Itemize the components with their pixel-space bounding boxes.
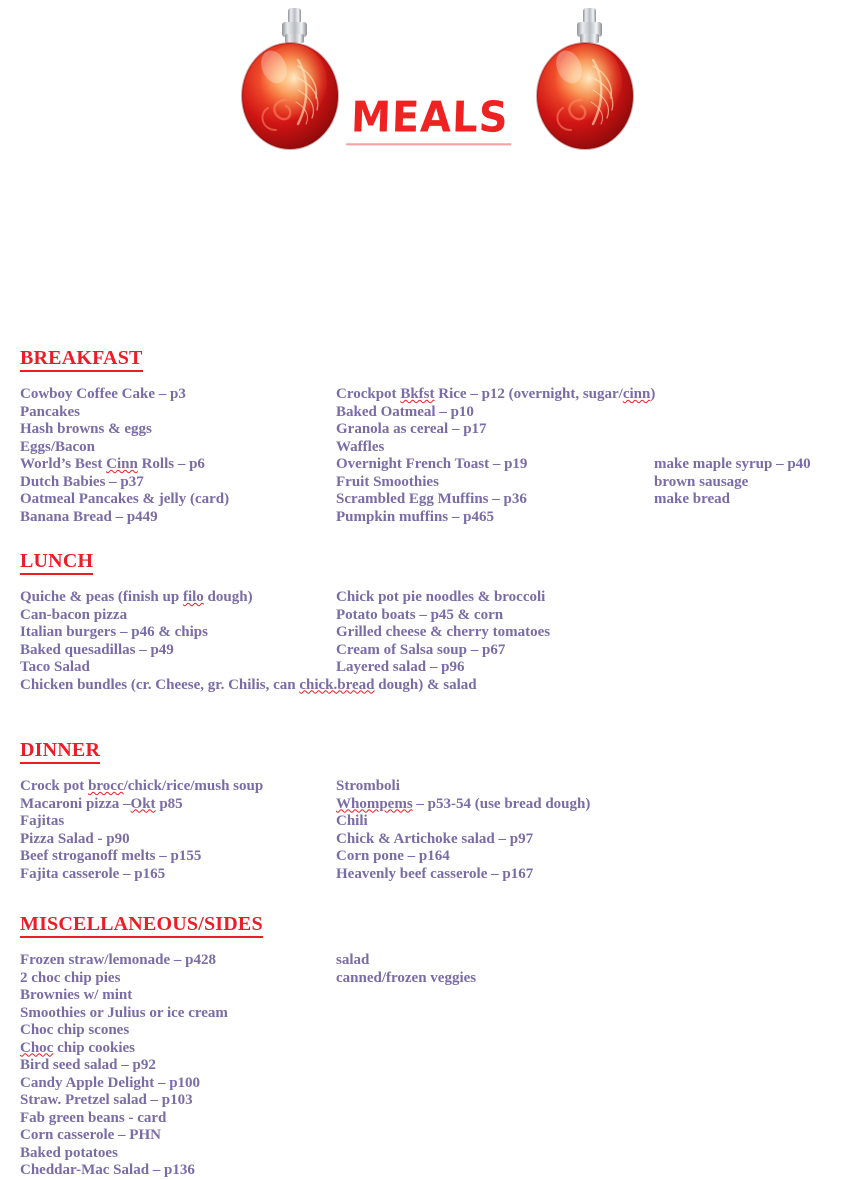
list-item: Granola as cereal – p17 xyxy=(336,421,487,437)
spellcheck-word: Whompems xyxy=(336,795,413,812)
lunch-column-2 xyxy=(336,589,656,677)
list-item: Straw. Pretzel salad – p103 xyxy=(20,1092,193,1108)
list-item: Corn pone – p164 xyxy=(336,848,450,864)
list-item: Eggs/Bacon xyxy=(20,438,96,455)
list-item: 2 choc chip pies xyxy=(20,969,121,986)
list-item: Macaroni pizza –Okt p85 xyxy=(20,795,183,812)
list-item xyxy=(654,386,860,404)
list-item: Stromboli xyxy=(336,778,400,794)
list-item: Baked Oatmeal – p10 xyxy=(336,403,474,420)
list-item: make bread xyxy=(654,491,730,507)
list-item: Layered salad – p96 xyxy=(336,659,465,675)
list-item: Grilled cheese & cherry tomatoes xyxy=(336,624,551,640)
list-item: Baked potatoes xyxy=(20,1144,118,1161)
list-item: Potato boats – p45 & corn xyxy=(336,606,504,623)
list-item: Pumpkin muffins – p465 xyxy=(336,508,494,525)
list-item: Cheddar-Mac Salad – p136 xyxy=(20,1162,195,1178)
list-item: Pizza Salad - p90 xyxy=(20,830,130,847)
list-item: Candy Apple Delight – p100 xyxy=(20,1074,201,1091)
list-item: Crockpot Bkfst Rice – p12 (overnight, sugar/cinn) xyxy=(336,386,656,402)
list-item: Beef stroganoff melts – p155 xyxy=(20,848,202,864)
section-miscellaneous-sides xyxy=(0,913,860,1178)
spellcheck-word: Okt xyxy=(130,795,156,812)
list-item xyxy=(654,404,860,422)
list-item: Frozen straw/lemonade – p428 xyxy=(20,952,216,968)
section-breakfast xyxy=(0,347,860,525)
section-heading-dinner: DINNER xyxy=(20,740,100,764)
list-item: Crock pot brocc/chick/rice/mush soup xyxy=(20,778,264,794)
spellcheck-word: filo xyxy=(182,589,204,605)
misc-column-2 xyxy=(336,952,656,987)
breakfast-column-1 xyxy=(20,386,340,526)
misc-column-1 xyxy=(20,952,340,1180)
spellcheck-word: Cinn xyxy=(106,456,138,472)
list-item: Overnight French Toast – p19 xyxy=(336,456,528,472)
dinner-column-2 xyxy=(336,778,656,883)
spellcheck-word: chick.bread xyxy=(299,676,375,693)
list-item: Chick & Artichoke salad – p97 xyxy=(336,830,534,847)
list-item: Cream of Salsa soup – p67 xyxy=(336,641,506,658)
list-item: brown sausage xyxy=(654,473,749,490)
section-heading-miscellaneous: MISCELLANEOUS/SIDES xyxy=(20,914,263,938)
list-item: Fajita casserole – p165 xyxy=(20,865,166,882)
list-item: World’s Best Cinn Rolls – p6 xyxy=(20,456,205,472)
spellcheck-word: Bkfst xyxy=(400,386,435,402)
list-item: Pancakes xyxy=(20,403,80,420)
list-item: Banana Bread – p449 xyxy=(20,508,158,525)
list-item: Brownies w/ mint xyxy=(20,987,133,1003)
list-item xyxy=(654,421,860,439)
section-lunch xyxy=(0,550,860,693)
list-item: make maple syrup – p40 xyxy=(654,456,811,472)
spellcheck-word: brocc xyxy=(88,778,124,794)
list-item: Waffles xyxy=(336,438,385,455)
list-item: Fajitas xyxy=(20,813,65,829)
list-item: Smoothies or Julius or ice cream xyxy=(20,1004,228,1021)
section-heading-breakfast: BREAKFAST xyxy=(20,348,143,372)
list-item: Choc chip scones xyxy=(20,1022,130,1038)
list-item: Taco Salad xyxy=(20,659,90,675)
list-item: Whompems – p53-54 (use bread dough) xyxy=(336,795,591,812)
dinner-column-1 xyxy=(20,778,340,883)
list-item: Can-bacon pizza xyxy=(20,606,128,623)
list-item: Hash browns & eggs xyxy=(20,421,152,437)
list-item: Heavenly beef casserole – p167 xyxy=(336,865,534,882)
list-item: Oatmeal Pancakes & jelly (card) xyxy=(20,491,230,507)
list-item: Italian burgers – p46 & chips xyxy=(20,624,208,640)
list-item: Cowboy Coffee Cake – p3 xyxy=(20,386,186,402)
section-heading-lunch: LUNCH xyxy=(20,551,93,575)
section-dinner xyxy=(0,739,860,882)
list-item: Corn casserole – PHN xyxy=(20,1127,161,1143)
spellcheck-word: cinn xyxy=(622,386,651,402)
list-item: canned/frozen veggies xyxy=(336,969,477,986)
list-item: Dutch Babies – p37 xyxy=(20,473,144,490)
list-item: Fruit Smoothies xyxy=(336,473,439,490)
list-item xyxy=(654,439,860,457)
page-title-text: MEALS xyxy=(346,97,513,146)
list-item: Quiche & peas (finish up filo dough) xyxy=(20,589,253,605)
page-title xyxy=(0,93,860,144)
list-item: Chick pot pie noodles & broccoli xyxy=(336,589,546,605)
list-item: Fab green beans - card xyxy=(20,1109,167,1126)
list-item: Bird seed salad – p92 xyxy=(20,1057,156,1073)
list-item: Scrambled Egg Muffins – p36 xyxy=(336,491,527,507)
list-item: Baked quesadillas – p49 xyxy=(20,641,174,658)
list-item: Chili xyxy=(336,813,368,829)
spellcheck-word: Choc xyxy=(20,1039,54,1056)
breakfast-column-3 xyxy=(654,386,860,509)
list-item: Choc chip cookies xyxy=(20,1039,136,1056)
breakfast-column-2 xyxy=(336,386,656,526)
list-item: Chicken bundles (cr. Cheese, gr. Chilis, can chick.bread dough) & salad xyxy=(20,676,477,693)
page-header xyxy=(0,0,860,168)
list-item: salad xyxy=(336,952,370,968)
